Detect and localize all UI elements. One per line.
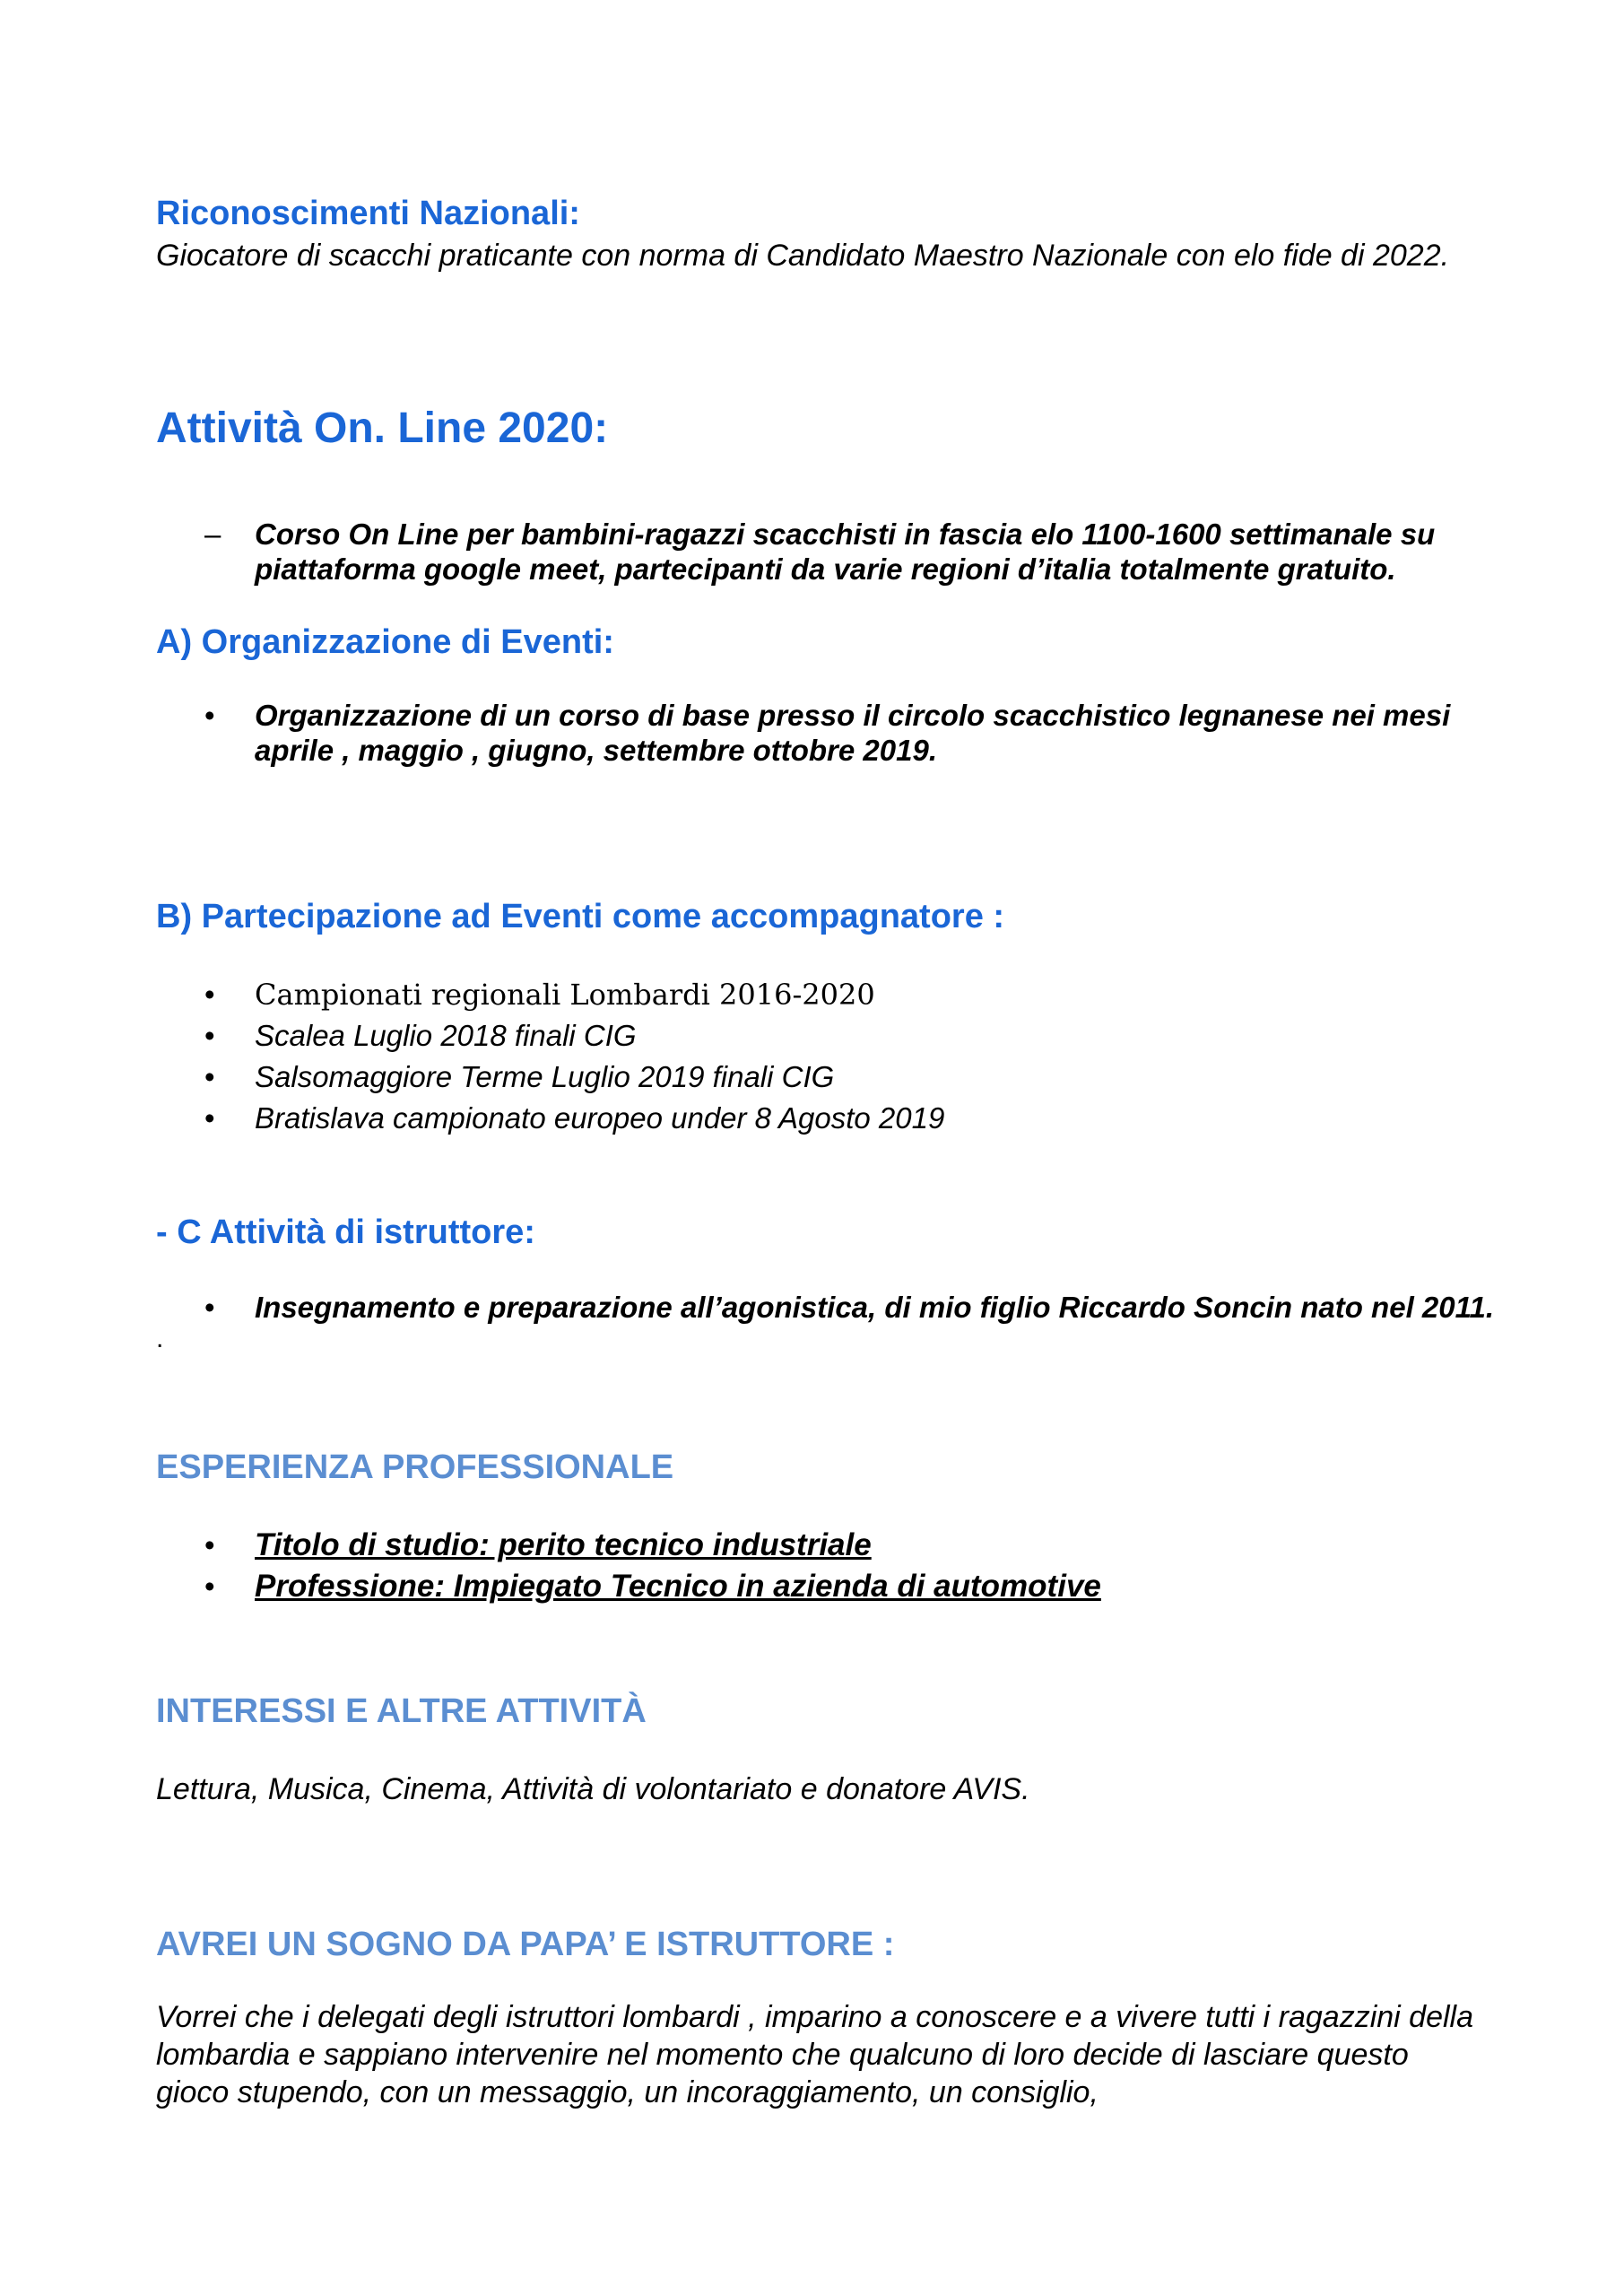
esperienza-list <box>156 1525 1501 1607</box>
list-item <box>156 974 1501 1015</box>
bullet-marker: • <box>204 699 215 732</box>
list-item <box>156 1015 1501 1057</box>
interessi-heading: INTERESSI E ALTRE ATTIVITÀ <box>156 1692 647 1730</box>
list-item <box>156 1290 1501 1325</box>
trailing-dot: . <box>156 1324 164 1353</box>
interessi-text: Lettura, Musica, Cinema, Attività di volontariato e donatore AVIS. <box>156 1772 1030 1806</box>
section-online <box>156 404 1501 587</box>
list-item <box>156 517 1501 587</box>
list-item-text: Titolo di studio: perito tecnico industriale <box>255 1527 872 1562</box>
list-item-text: Organizzazione di un corso di base presso il circolo scacchistico legnanese nei mesi aprile , maggio , giugno, settembre ottobre 2019. <box>255 699 1451 767</box>
istruttore-list <box>156 1290 1501 1325</box>
list-item-text: Corso On Line per bambini-ragazzi scacchisti in fascia elo 1100-1600 settimanale su piattaforma google meet, partecipanti da varie regioni d’italia totalmente gratuito. <box>255 517 1436 586</box>
organizzazione-heading: A) Organizzazione di Eventi: <box>156 623 614 661</box>
list-item <box>156 698 1501 768</box>
riconoscimenti-text: Giocatore di scacchi praticante con norma di Candidato Maestro Nazionale con elo fide di 2022. <box>156 239 1450 273</box>
section-esperienza <box>156 1448 1501 1607</box>
bullet-marker: • <box>204 1101 215 1135</box>
riconoscimenti-heading: Riconoscimenti Nazionali: <box>156 195 580 232</box>
list-item <box>156 1098 1501 1139</box>
list-item <box>156 1057 1501 1098</box>
online-list <box>156 517 1501 587</box>
list-item-text: Professione: Impiegato Tecnico in azienda di automotive <box>255 1569 1101 1604</box>
section-partecipazione <box>156 897 1501 1139</box>
list-item <box>156 1525 1501 1566</box>
list-item-text: Insegnamento e preparazione all’agonistica, di mio figlio Riccardo Soncin nato nel 2011. <box>255 1291 1495 1324</box>
online-heading: Attività On. Line 2020: <box>156 404 609 452</box>
list-item-text: Salsomaggiore Terme Luglio 2019 finali CIG <box>255 1060 835 1093</box>
section-istruttore <box>156 1213 1501 1353</box>
organizzazione-list <box>156 698 1501 768</box>
section-interessi <box>156 1692 1501 1808</box>
section-sogno <box>156 1925 1501 2111</box>
partecipazione-list <box>156 974 1501 1139</box>
bullet-marker: • <box>204 1528 215 1561</box>
bullet-marker: • <box>204 1019 215 1052</box>
bullet-marker: • <box>204 1291 215 1324</box>
sogno-heading: AVREI UN SOGNO DA PAPA’ E ISTRUTTORE : <box>156 1926 895 1963</box>
partecipazione-heading: B) Partecipazione ad Eventi come accompagnatore : <box>156 898 1005 935</box>
section-organizzazione <box>156 622 1501 768</box>
list-item-text: Campionati regionali Lombardi 2016-2020 <box>255 978 875 1012</box>
list-dash-marker: – <box>204 517 221 551</box>
bullet-marker: • <box>204 978 215 1011</box>
istruttore-heading: - C Attività di istruttore: <box>156 1213 535 1251</box>
list-item-text: Bratislava campionato europeo under 8 Agosto 2019 <box>255 1101 945 1135</box>
section-riconoscimenti <box>156 194 1501 274</box>
esperienza-heading: ESPERIENZA PROFESSIONALE <box>156 1448 674 1486</box>
bullet-marker: • <box>204 1570 215 1603</box>
bullet-marker: • <box>204 1060 215 1093</box>
list-item-text: Scalea Luglio 2018 finali CIG <box>255 1019 637 1052</box>
list-item <box>156 1566 1501 1607</box>
sogno-text: Vorrei che i delegati degli istruttori lombardi , imparino a conoscere e a vivere tutti i ragazzini della lombardia e sappiano intervenire nel momento che qualcuno di loro decide di lasciare questo gioco stupendo, con un messaggio, un incoraggiamento, un consiglio, <box>156 2000 1474 2109</box>
